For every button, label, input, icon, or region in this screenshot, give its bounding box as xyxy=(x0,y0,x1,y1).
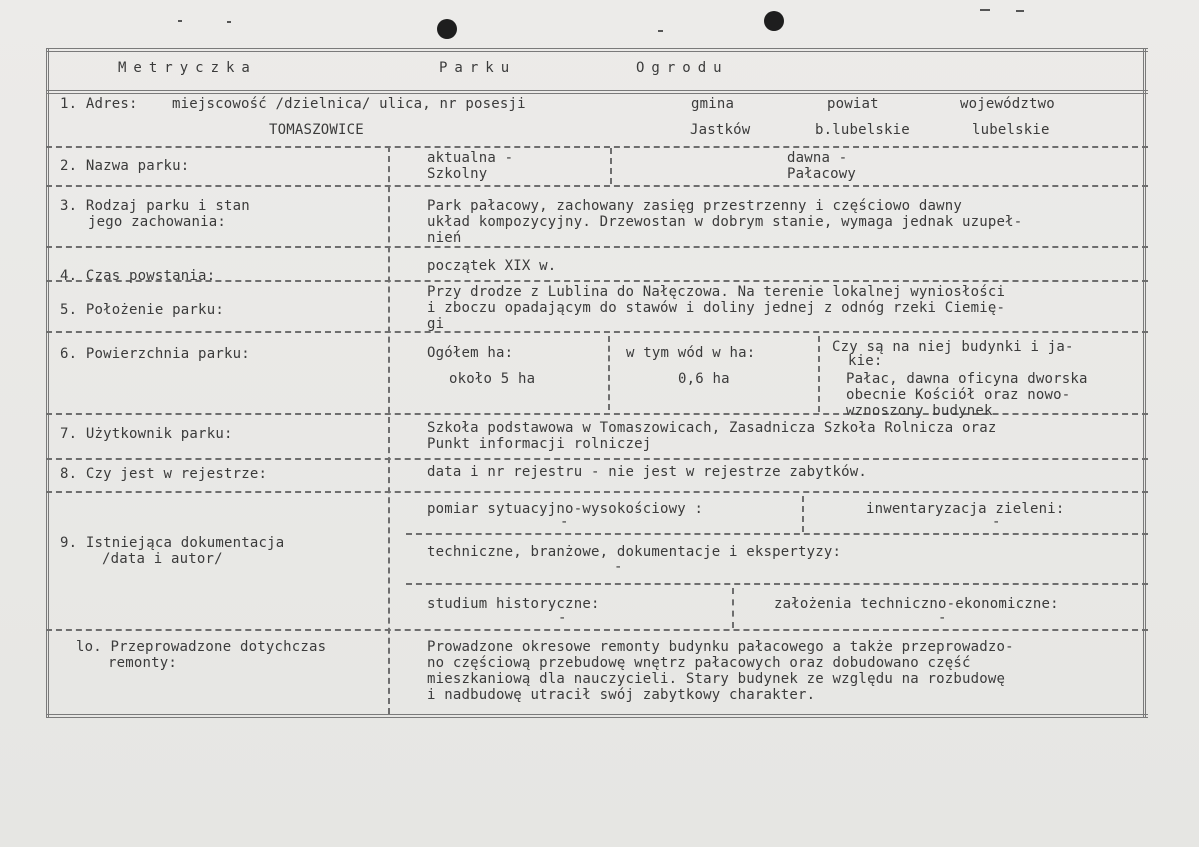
user-label: 7. Użytkownik parku: xyxy=(60,426,233,442)
survey-value: - xyxy=(560,514,569,530)
renovations-line-1: Prowadzone okresowe remonty budynku pałacowego a także przeprowadzo- xyxy=(427,639,1014,655)
location-label: 5. Położenie parku: xyxy=(60,302,224,318)
user-line-2: Punkt informacji rolniczej xyxy=(427,436,652,452)
former-name-heading: dawna - xyxy=(787,150,848,166)
powiat-heading: powiat xyxy=(827,96,879,112)
techno-economic-heading: założenia techniczno-ekonomiczne: xyxy=(774,596,1059,612)
buildings-heading-2: kie: xyxy=(848,353,883,369)
buildings-line-2: obecnie Kościół oraz nowo- xyxy=(846,387,1071,403)
location-line-3: gi xyxy=(427,316,445,332)
buildings-line-3: wznoszony budynek xyxy=(846,403,993,419)
address-label: 1. Adres: xyxy=(60,96,138,112)
greenery-heading: inwentaryzacja zieleni: xyxy=(866,501,1065,517)
paper-speck xyxy=(658,30,663,32)
buildings-heading: Czy są na niej budynki i ja- xyxy=(832,339,1074,355)
paper-speck xyxy=(1016,10,1024,12)
punch-hole xyxy=(437,19,457,39)
park-type-line-2: układ kompozycyjny. Drzewostan w dobrym stanie, wymaga jednak uzupeł- xyxy=(427,214,1023,230)
park-type-label: 3. Rodzaj parku i stan xyxy=(60,198,250,214)
current-name-heading: aktualna - xyxy=(427,150,514,166)
buildings-line-1: Pałac, dawna oficyna dworska xyxy=(846,371,1088,387)
greenery-value: - xyxy=(992,514,1001,530)
paper-speck xyxy=(227,21,231,23)
powiat-value: b.lubelskie xyxy=(815,122,910,138)
address-subheading: miejscowość /dzielnica/ ulica, nr posesji xyxy=(172,96,526,112)
gmina-heading: gmina xyxy=(691,96,735,112)
paper-speck xyxy=(980,9,990,11)
punch-hole xyxy=(764,11,784,31)
register-value: data i nr rejestru - nie jest w rejestrze zabytków. xyxy=(427,464,868,480)
form-table xyxy=(46,48,1148,718)
paper-speck xyxy=(178,20,182,22)
location-line-1: Przy drodze z Lublina do Nałęczowa. Na terenie lokalnej wyniosłości xyxy=(427,284,1006,300)
park-type-line-3: nień xyxy=(427,230,462,246)
park-type-line-1: Park pałacowy, zachowany zasięg przestrzenny i częściowo dawny xyxy=(427,198,962,214)
technical-heading: techniczne, branżowe, dokumentacje i ekspertyzy: xyxy=(427,544,842,560)
techno-economic-value: - xyxy=(938,610,947,626)
creation-time-label: 4. Czas powstania: xyxy=(60,268,216,284)
header-parku: Parku xyxy=(439,60,517,76)
park-name-label: 2. Nazwa parku: xyxy=(60,158,190,174)
wojewodztwo-value: lubelskie xyxy=(972,122,1050,138)
documentation-label: 9. Istniejąca dokumentacja xyxy=(60,535,285,551)
gmina-value: Jastków xyxy=(690,122,751,138)
renovations-line-3: mieszkaniową dla nauczycieli. Stary budynek ze względu na rozbudowę xyxy=(427,671,1006,687)
renovations-label-2: remonty: xyxy=(108,655,178,671)
survey-heading: pomiar sytuacyjno-wysokościowy : xyxy=(427,501,704,517)
location-line-2: i zboczu opadającym do stawów i doliny jednej z odnóg rzeki Ciemię- xyxy=(427,300,1006,316)
header-ogrodu: Ogrodu xyxy=(636,60,729,76)
miejscowosc-value: TOMASZOWICE xyxy=(269,122,364,138)
total-area-heading: Ogółem ha: xyxy=(427,345,514,361)
wojewodztwo-heading: województwo xyxy=(960,96,1055,112)
former-name-value: Pałacowy xyxy=(787,166,857,182)
historical-heading: studium historyczne: xyxy=(427,596,600,612)
technical-value: - xyxy=(614,559,623,575)
renovations-line-4: i nadbudowę utracił swój zabytkowy charakter. xyxy=(427,687,816,703)
user-line-1: Szkoła podstawowa w Tomaszowicach, Zasadnicza Szkoła Rolnicza oraz xyxy=(427,420,997,436)
area-label: 6. Powierzchnia parku: xyxy=(60,346,250,362)
register-label: 8. Czy jest w rejestrze: xyxy=(60,466,268,482)
header-metryczka: Metryczka xyxy=(118,60,257,76)
water-area-heading: w tym wód w ha: xyxy=(626,345,756,361)
current-name-value: Szkolny xyxy=(427,166,488,182)
historical-value: - xyxy=(558,610,567,626)
total-area-value: około 5 ha xyxy=(449,371,536,387)
park-type-label-2: jego zachowania: xyxy=(88,214,227,230)
renovations-label: lo. Przeprowadzone dotychczas xyxy=(76,639,327,655)
creation-time-value: początek XIX w. xyxy=(427,258,557,274)
water-area-value: 0,6 ha xyxy=(678,371,730,387)
documentation-label-2: /data i autor/ xyxy=(102,551,223,567)
renovations-line-2: no częściową przebudowę wnętrz pałacowych oraz dobudowano część xyxy=(427,655,971,671)
